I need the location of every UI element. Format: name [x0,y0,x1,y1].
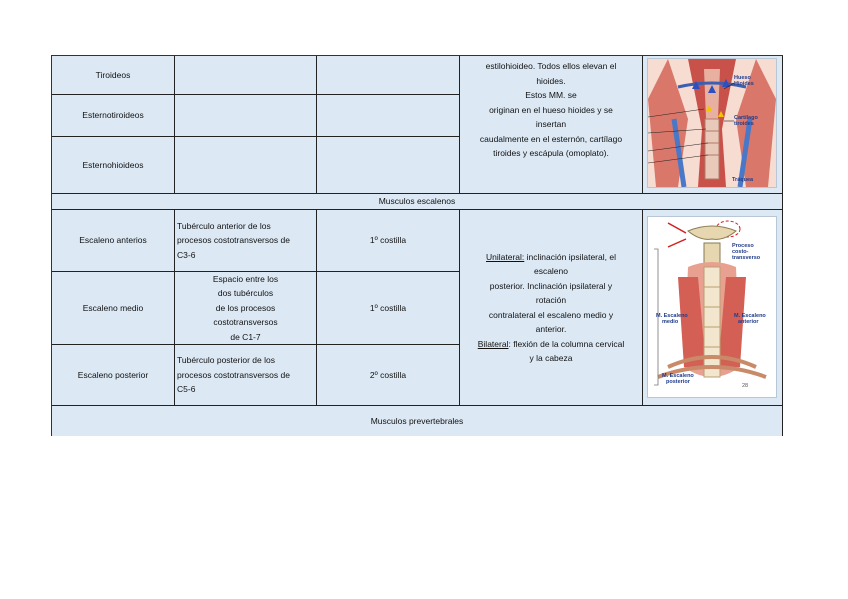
origin-line: procesos costotransversos de [177,369,290,380]
insertion-cell [317,137,460,194]
origin-line: procesos costotransversos de [177,235,290,246]
function-line: escaleno [533,266,568,276]
origin-line: C3-6 [177,249,196,260]
origin-line: Tubérculo anterior de los [177,220,271,231]
insertion-cell [317,95,460,137]
figure-page-number: 28 [742,383,749,389]
figure-cell [643,210,783,406]
figure-label-posterior: M. Escaleno posterior [662,373,694,385]
figure-label-process: Proceso costo-transverso [732,243,761,261]
function-line: : flexión de la columna cervical [508,338,625,349]
section-title-prevertebral: Musculos prevertebrales [52,406,783,436]
bilateral-label: Bilateral [477,338,509,349]
origin-line: dos tubérculos [217,288,274,299]
origin-line: costotransversos [213,317,278,328]
function-line: inclinación ipsilateral, el [524,251,616,262]
function-line: contralateral el escaleno medio y [488,309,614,320]
origin-cell [175,95,317,137]
muscle-name-cell: Esternotiroideos [52,95,175,137]
function-line: posterior. Inclinación ipsilateral y [489,280,613,291]
origin-line: de C1-7 [230,331,261,342]
insertion-cell [317,56,460,95]
function-line: originan en el hueso hioides y se [489,104,613,115]
figure-cell [643,56,783,194]
figure-label-medio: M. Escaleno medio [656,313,688,325]
function-line: caudalmente en el esternón, cartílago [479,133,623,144]
insertion-cell: 2º costilla [317,345,460,406]
function-line: hioides. [536,75,566,86]
figure-label-trachea: Tráquea [732,177,754,183]
function-text [478,250,624,366]
muscle-table [51,55,783,436]
origin-line: C5-6 [177,384,196,395]
function-line: insertan [535,119,567,129]
section-title-scalenes: Musculos escalenos [52,194,783,210]
origin-line: Espacio entre los [212,273,279,284]
unilateral-label: Unilateral: [486,251,525,262]
muscle-name-cell: Escaleno medio [52,272,175,345]
figure-label-anterior: M. Escaleno anterior [734,313,766,325]
scalene-anatomy-figure [647,216,777,398]
figure-label-thyroid: Cartílago tiroides [734,115,758,127]
insertion-cell: 1º costilla [317,272,460,345]
figure-label-hyoid: Hueso Hioides [734,75,754,87]
muscle-name-cell: Tiroideos [52,56,175,95]
function-line: rotación [535,295,567,305]
function-line: Estos MM. se [525,90,577,100]
muscle-name-cell: Esternohioideos [52,137,175,194]
function-cell [460,56,643,194]
origin-cell [175,137,317,194]
function-line: y la cabeza [529,353,573,363]
function-line: anterior. [535,324,567,334]
origin-cell [175,272,317,345]
function-line: estilohioideo. Todos ellos elevan el [485,61,617,71]
origin-line: Tubérculo posterior de los [177,355,275,366]
function-line: tiroides y escápula (omoplato). [493,148,609,158]
function-cell [460,210,643,406]
origin-cell [175,210,317,272]
neck-anatomy-figure [647,58,777,188]
function-text [480,59,622,161]
muscle-name-cell: Escaleno anterios [52,210,175,272]
insertion-cell: 1º costilla [317,210,460,272]
origin-line: de los procesos [215,302,276,313]
origin-cell [175,345,317,406]
origin-cell [175,56,317,95]
muscle-name-cell: Escaleno posterior [52,345,175,406]
